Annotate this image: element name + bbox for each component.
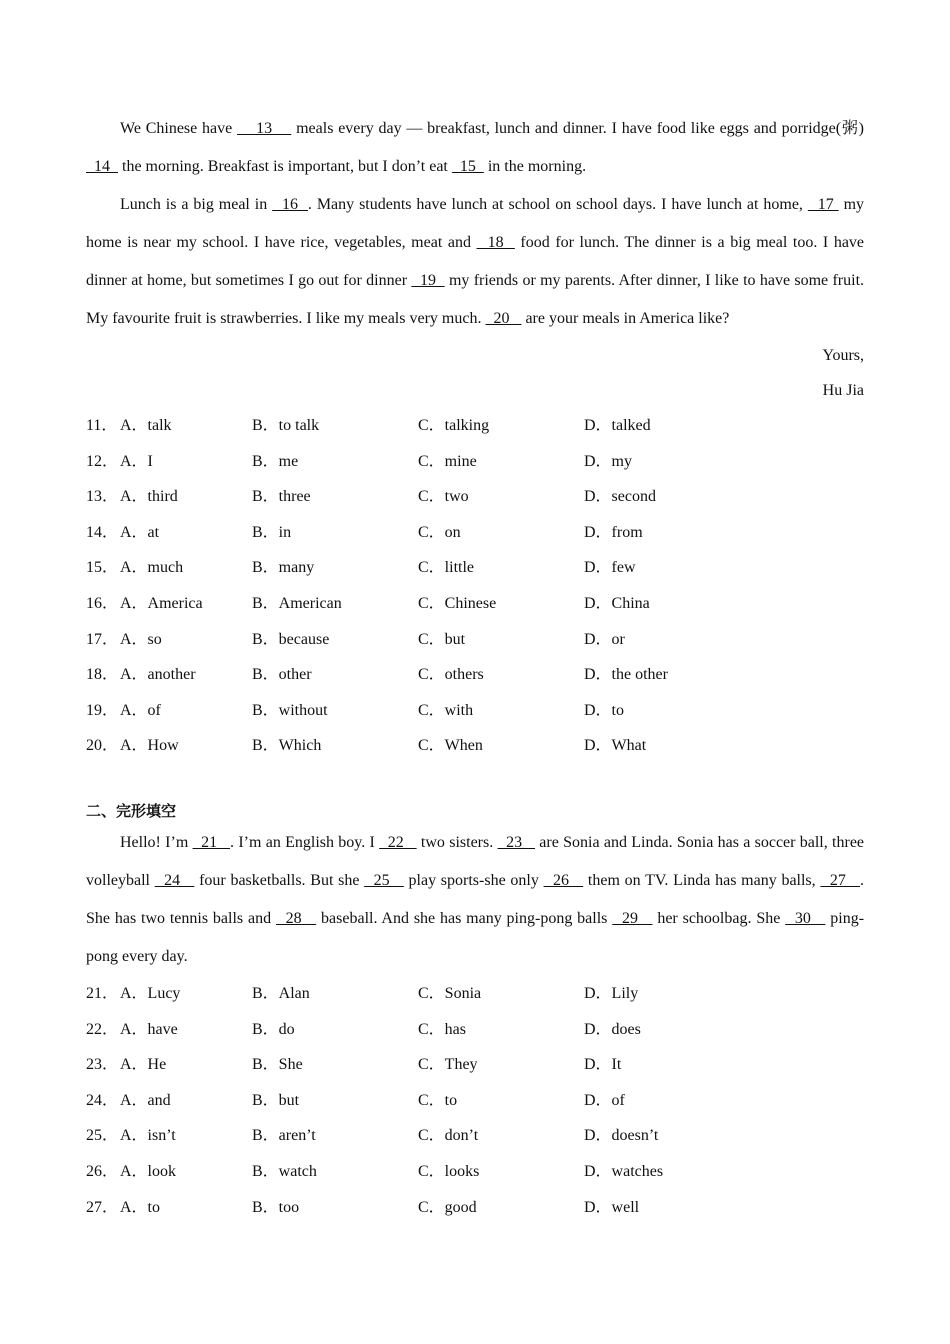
option-a[interactable]: A．isn’t [120, 1127, 176, 1145]
option-b[interactable]: B．three [252, 488, 311, 506]
option-d[interactable]: D．watches [584, 1162, 664, 1180]
question-row [86, 728, 864, 764]
option-c[interactable]: C．on [418, 523, 461, 541]
option-a[interactable]: A．so [120, 630, 162, 648]
question-row [86, 1118, 864, 1154]
option-c[interactable]: C．others [418, 666, 484, 684]
text: play sports-she only [403, 871, 544, 889]
option-b[interactable]: B．me [252, 452, 299, 470]
question-list-2 [86, 976, 864, 1225]
option-d[interactable]: D．well [584, 1198, 640, 1216]
option-b[interactable]: B．American [252, 594, 342, 612]
option-d[interactable]: D．China [584, 594, 650, 612]
option-d[interactable]: D．It [584, 1056, 622, 1074]
option-c[interactable]: C．two [418, 488, 469, 506]
text: them on TV. Linda has many balls, [583, 871, 821, 889]
question-number: 21． [86, 984, 119, 1002]
question-row [86, 586, 864, 622]
worksheet-page [86, 110, 864, 1225]
option-d[interactable]: D．few [584, 559, 636, 577]
option-c[interactable]: C．good [418, 1198, 477, 1216]
text: are your meals in America like? [521, 310, 730, 327]
text: are Sonia and Linda. Sonia has a soccer ball, three volleyball [86, 833, 865, 889]
option-a[interactable]: A．and [120, 1091, 171, 1109]
question-number: 24． [86, 1091, 119, 1109]
option-d[interactable]: D．does [584, 1020, 641, 1038]
blank-29: 29 [612, 909, 653, 927]
option-d[interactable]: D．talked [584, 417, 651, 434]
question-row [86, 1190, 864, 1226]
blank-23: 23 [497, 833, 535, 851]
option-c[interactable]: C．Sonia [418, 984, 482, 1002]
blank-13: 13 [237, 120, 292, 137]
question-number: 18． [86, 666, 119, 684]
option-a[interactable]: A．Lucy [120, 984, 181, 1002]
option-d[interactable]: D．of [584, 1091, 625, 1109]
text: her schoolbag. She [652, 909, 786, 927]
question-list-1 [86, 408, 864, 764]
option-c[interactable]: C．When [418, 737, 483, 755]
question-number: 22． [86, 1020, 119, 1038]
question-number: 17． [86, 630, 119, 648]
option-c[interactable]: C．has [418, 1020, 467, 1038]
passage1-paragraph1 [86, 110, 864, 186]
passage1-paragraph2 [86, 186, 864, 338]
option-c[interactable]: C．Chinese [418, 594, 497, 612]
option-d[interactable]: D．to [584, 701, 625, 719]
passage2-paragraph [86, 824, 864, 976]
option-a[interactable]: A．He [120, 1056, 167, 1074]
text: two sisters. [416, 833, 498, 851]
text: Hello! I’m [120, 833, 193, 851]
option-a[interactable]: A．at [120, 523, 160, 541]
option-a[interactable]: A．third [120, 488, 178, 506]
option-b[interactable]: B．Which [252, 737, 322, 755]
option-b[interactable]: B．other [252, 666, 312, 684]
blank-20: 20 [485, 310, 522, 327]
blank-24: 24 [154, 871, 195, 889]
blank-30: 30 [785, 909, 826, 927]
question-row [86, 693, 864, 729]
blank-28: 28 [275, 909, 317, 927]
option-a[interactable]: A．look [120, 1162, 177, 1180]
question-row [86, 479, 864, 515]
option-b[interactable]: B．watch [252, 1162, 317, 1180]
option-c[interactable]: C．talking [418, 417, 490, 434]
option-c[interactable]: C．little [418, 559, 475, 577]
option-d[interactable]: D．or [584, 630, 625, 648]
option-d[interactable]: D．from [584, 523, 643, 541]
text: food for lunch. The dinner is a big meal too. I have dinner at home, but sometimes I go out for dinner [86, 234, 865, 289]
question-row [86, 1047, 864, 1083]
blank-27: 27 [820, 871, 861, 889]
question-row [86, 444, 864, 480]
question-number: 23． [86, 1056, 119, 1074]
option-b[interactable]: B．many [252, 559, 315, 577]
question-row [86, 408, 864, 444]
option-c[interactable]: C．to [418, 1091, 458, 1109]
question-number: 16． [86, 594, 119, 612]
option-c[interactable]: C．with [418, 701, 474, 719]
option-d[interactable]: D．What [584, 737, 647, 755]
text: . She has two tennis balls and [86, 871, 865, 927]
question-number: 15． [86, 559, 119, 577]
question-row [86, 976, 864, 1012]
text: ping-pong every day. [86, 909, 865, 965]
option-b[interactable]: B．to talk [252, 417, 320, 434]
text: Lunch is a big meal in [120, 196, 273, 213]
option-c[interactable]: C．don’t [418, 1127, 479, 1145]
option-b[interactable]: B．in [252, 523, 292, 541]
blank-16: 16 [272, 196, 308, 213]
option-a[interactable]: A．How [120, 737, 179, 755]
question-number: 26． [86, 1162, 119, 1180]
text: my home is near my school. I have rice, vegetables, meat and [86, 196, 865, 251]
blank-15: 15 [451, 158, 484, 175]
question-row [86, 622, 864, 658]
option-d[interactable]: D．the other [584, 666, 668, 684]
option-c[interactable]: C．but [418, 630, 466, 648]
option-b[interactable]: B．do [252, 1020, 295, 1038]
question-row [86, 1083, 864, 1119]
text: the morning. Breakfast is important, but I don’t eat [118, 158, 452, 175]
text: We Chinese have [120, 120, 238, 137]
letter-signature: Hu Jia [822, 382, 864, 399]
option-a[interactable]: A．talk [120, 417, 172, 434]
option-b[interactable]: B．because [252, 630, 330, 648]
question-number: 13． [86, 488, 119, 506]
option-a[interactable]: A．much [120, 559, 184, 577]
question-number: 20． [86, 737, 119, 755]
question-number: 19． [86, 701, 119, 719]
option-a[interactable]: A．America [120, 594, 203, 612]
text: . Many students have lunch at school on school days. I have lunch at home, [307, 196, 808, 213]
question-number: 25． [86, 1127, 119, 1145]
option-c[interactable]: C．They [418, 1056, 478, 1074]
question-row [86, 1154, 864, 1190]
blank-18: 18 [476, 234, 515, 251]
option-d[interactable]: D．my [584, 452, 633, 470]
blank-25: 25 [364, 871, 404, 889]
option-c[interactable]: C．looks [418, 1162, 480, 1180]
option-b[interactable]: B．aren’t [252, 1127, 316, 1145]
question-row [86, 550, 864, 586]
option-a[interactable]: A．I [120, 452, 153, 470]
question-row [86, 515, 864, 551]
option-b[interactable]: B．She [252, 1056, 303, 1074]
question-number: 12． [86, 452, 119, 470]
option-d[interactable]: D．doesn’t [584, 1127, 659, 1145]
option-a[interactable]: A．of [120, 701, 161, 719]
option-b[interactable]: B．but [252, 1091, 300, 1109]
question-number: 27． [86, 1198, 119, 1216]
text: my friends or my parents. After dinner, I like to have some fruit. My favourite fruit is strawberries. I like my meals very much. [86, 272, 865, 327]
option-d[interactable]: D．Lily [584, 984, 639, 1002]
question-number: 11． [86, 417, 118, 434]
option-d[interactable]: D．second [584, 488, 656, 506]
text: four basketballs. But she [194, 871, 365, 889]
option-a[interactable]: A．to [120, 1198, 161, 1216]
option-b[interactable]: B．Alan [252, 984, 310, 1002]
option-b[interactable]: B．without [252, 701, 328, 719]
text: baseball. And she has many ping-pong balls [316, 909, 613, 927]
blank-21: 21 [192, 833, 231, 851]
option-a[interactable]: A．have [120, 1020, 178, 1038]
option-c[interactable]: C．mine [418, 452, 477, 470]
text: meals every day — breakfast, lunch and dinner. I have food like eggs and porridge(粥) [291, 120, 865, 137]
blank-19: 19 [411, 272, 445, 289]
question-row [86, 1012, 864, 1048]
text: . I’m an English boy. I [230, 833, 380, 851]
blank-14: 14 [86, 158, 118, 175]
blank-26: 26 [543, 871, 584, 889]
question-row [86, 657, 864, 693]
section-title: 二、完形填空 [86, 801, 177, 820]
option-b[interactable]: B．too [252, 1198, 300, 1216]
blank-17: 17 [807, 196, 839, 213]
letter-closing: Yours, [822, 347, 864, 364]
question-number: 14． [86, 523, 119, 541]
option-a[interactable]: A．another [120, 666, 196, 684]
text: in the morning. [483, 158, 587, 175]
blank-22: 22 [379, 833, 417, 851]
